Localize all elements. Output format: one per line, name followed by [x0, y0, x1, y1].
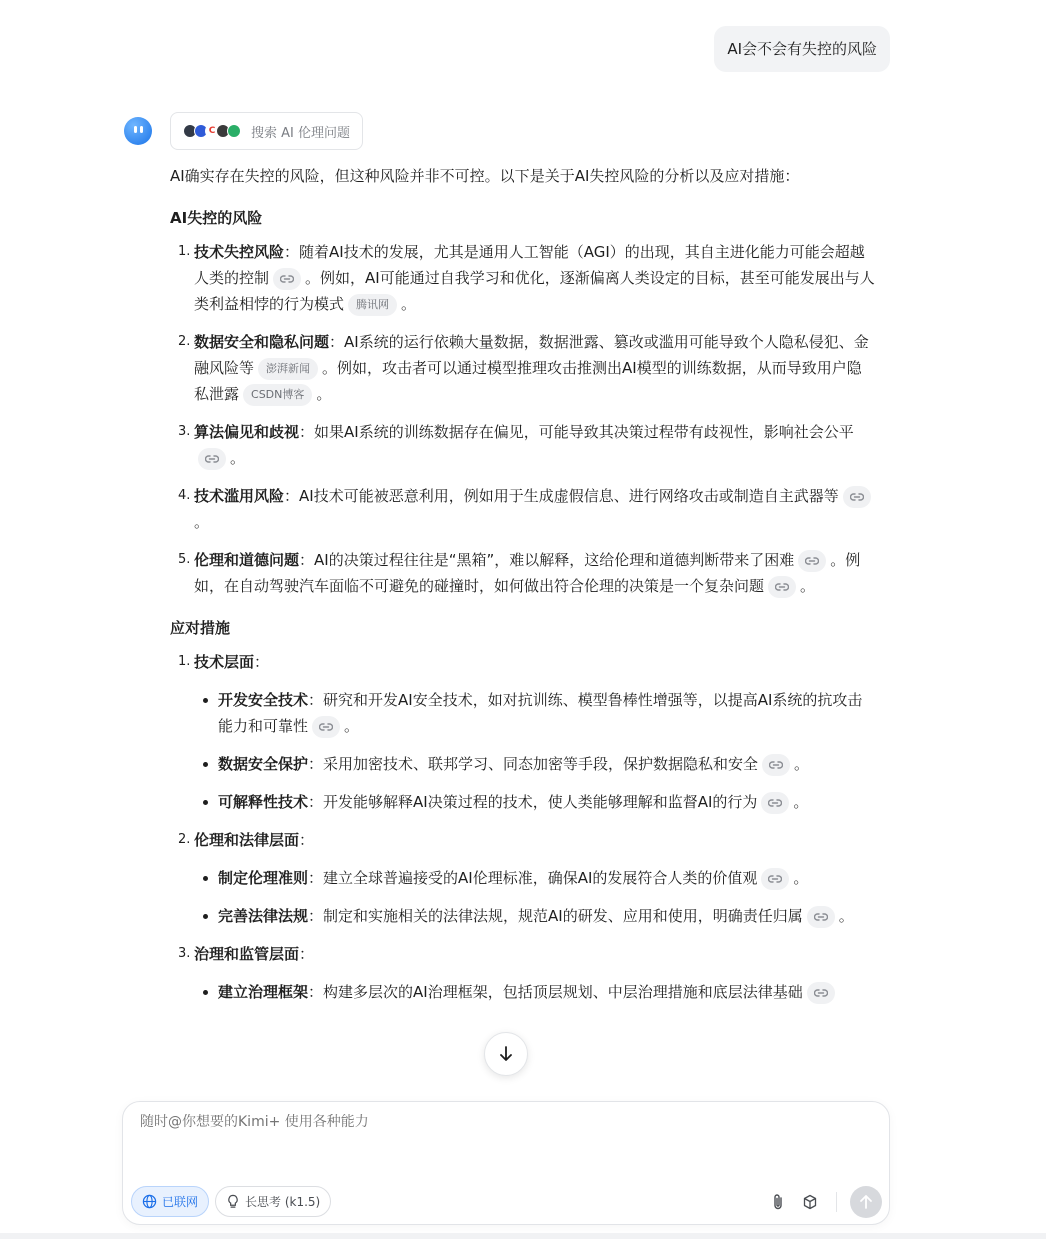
link-icon[interactable]	[843, 486, 871, 508]
citation-badge[interactable]: CSDN博客	[243, 384, 312, 406]
send-button[interactable]	[850, 1186, 882, 1218]
bottom-bar	[0, 1233, 1046, 1239]
measures-list	[170, 649, 875, 1005]
list-item: 2. 伦理和法律层面： 制定伦理准则：建立全球普遍接受的AI伦理标准，确保AI的发展符合人类的价值观 。 完善法律法规：制定和实施相关的法律法规，规范AI的研发、应用和使用，明确责任归属 。	[170, 827, 875, 929]
cube-button[interactable]	[798, 1190, 822, 1214]
measures-heading: 应对措施	[170, 619, 231, 637]
csdn-icon: C	[205, 124, 219, 138]
link-icon[interactable]	[762, 754, 790, 776]
search-query-label: 搜索 AI 伦理问题	[251, 125, 350, 141]
list-item: 1. 技术失控风险：随着AI技术的发展，尤其是通用人工智能（AGI）的出现，其自主进化能力可能会超越人类的控制 。例如，AI可能通过自我学习和优化，逐渐偏离人类设定的目标，甚至可能发展出与人类利益相悖的行为模式 腾讯网 。	[170, 239, 875, 317]
message-input[interactable]	[140, 1114, 860, 1130]
source-icons	[183, 124, 241, 138]
list-item: 1. 技术层面： 开发安全技术：研究和开发AI安全技术，如对抗训练、模型鲁棒性增强等，以提高AI系统的抗攻击能力和可靠性 。 数据安全保护：采用加密技术、联邦学习、同态加密等手段，保护数据隐私和安全 。 可解释性技术：开发能够解释AI决策过程的技术，使人类能够理解和监督AI的行为 。	[170, 649, 875, 815]
link-icon[interactable]	[312, 716, 340, 738]
link-icon[interactable]	[273, 268, 301, 290]
lightbulb-icon	[226, 1194, 240, 1209]
paperclip-icon	[771, 1193, 785, 1211]
wechat-icon	[227, 124, 241, 138]
web-search-toggle[interactable]	[131, 1186, 209, 1217]
user-message-text: AI会不会有失控的风险	[727, 40, 877, 58]
citation-badge[interactable]: 澎湃新闻	[258, 358, 318, 380]
sub-list	[194, 979, 875, 1005]
link-icon[interactable]	[807, 982, 835, 1004]
sub-list	[194, 687, 875, 815]
list-item: 开发安全技术：研究和开发AI安全技术，如对抗训练、模型鲁棒性增强等，以提高AI系统的抗攻击能力和可靠性 。	[194, 687, 875, 739]
link-icon[interactable]	[768, 576, 796, 598]
link-icon[interactable]	[761, 868, 789, 890]
link-icon[interactable]	[807, 906, 835, 928]
toolbar-divider	[836, 1192, 837, 1212]
risk-title: 伦理和道德问题	[194, 551, 300, 569]
risk-title: 算法偏见和歧视	[194, 423, 300, 441]
risks-heading: AI失控的风险	[170, 209, 263, 227]
list-item: 制定伦理准则：建立全球普遍接受的AI伦理标准，确保AI的发展符合人类的价值观 。	[194, 865, 875, 891]
list-item: 可解释性技术：开发能够解释AI决策过程的技术，使人类能够理解和监督AI的行为 。	[194, 789, 875, 815]
list-item: 建立治理框架：构建多层次的AI治理框架，包括顶层规划、中层治理措施和底层法律基础	[194, 979, 875, 1005]
measure-title: 治理和监管层面	[194, 945, 300, 963]
risks-list	[170, 239, 875, 599]
list-item: 4. 技术滥用风险：AI技术可能被恶意利用，例如用于生成虚假信息、进行网络攻击或制造自主武器等 。	[170, 483, 875, 535]
link-icon[interactable]	[761, 792, 789, 814]
risk-title: 技术失控风险	[194, 243, 285, 261]
arrow-down-icon	[498, 1045, 514, 1063]
list-item: 完善法律法规：制定和实施相关的法律法规，规范AI的研发、应用和使用，明确责任归属 。	[194, 903, 875, 929]
message-composer	[122, 1101, 890, 1225]
measure-title: 伦理和法律层面	[194, 831, 300, 849]
sub-list	[194, 865, 875, 929]
answer-intro: AI确实存在失控的风险，但这种风险并非不可控。以下是关于AI失控风险的分析以及应对措施：	[170, 167, 800, 185]
globe-icon	[142, 1194, 157, 1209]
kimi-avatar	[124, 117, 152, 145]
citation-badge[interactable]: 腾讯网	[348, 294, 397, 316]
measure-title: 技术层面	[194, 653, 255, 671]
arrow-up-icon	[859, 1194, 873, 1210]
cube-icon	[802, 1194, 818, 1210]
list-item: 3. 算法偏见和歧视：如果AI系统的训练数据存在偏见，可能导致其决策过程带有歧视性，影响社会公平 。	[170, 419, 875, 471]
search-sources-chip[interactable]	[170, 112, 363, 150]
risk-title: 数据安全和隐私问题	[194, 333, 330, 351]
list-item: 5. 伦理和道德问题：AI的决策过程往往是“黑箱”，难以解释，这给伦理和道德判断带来了困难 。例如，在自动驾驶汽车面临不可避免的碰撞时，如何做出符合伦理的决策是一个复杂问题 。	[170, 547, 875, 599]
list-item: 数据安全保护：采用加密技术、联邦学习、同态加密等手段，保护数据隐私和安全 。	[194, 751, 875, 777]
risk-title: 技术滥用风险	[194, 487, 285, 505]
user-message-bubble	[714, 26, 890, 72]
list-item: 3. 治理和监管层面： 建立治理框架：构建多层次的AI治理框架，包括顶层规划、中层治理措施和底层法律基础	[170, 941, 875, 1005]
long-think-label: 长思考 (k1.5)	[245, 1195, 321, 1209]
link-icon[interactable]	[198, 448, 226, 470]
link-icon[interactable]	[798, 550, 826, 572]
web-search-label: 已联网	[162, 1195, 199, 1209]
scroll-to-bottom-button[interactable]	[484, 1032, 528, 1076]
attach-button[interactable]	[766, 1190, 790, 1214]
long-think-toggle[interactable]	[215, 1186, 331, 1217]
list-item: 2. 数据安全和隐私问题：AI系统的运行依赖大量数据，数据泄露、篡改或滥用可能导致个人隐私侵犯、金融风险等 澎湃新闻 。例如，攻击者可以通过模型推理攻击推测出AI模型的训练数据，从而导致用户隐私泄露 CSDN博客 。	[170, 329, 875, 407]
assistant-answer	[170, 160, 875, 1017]
